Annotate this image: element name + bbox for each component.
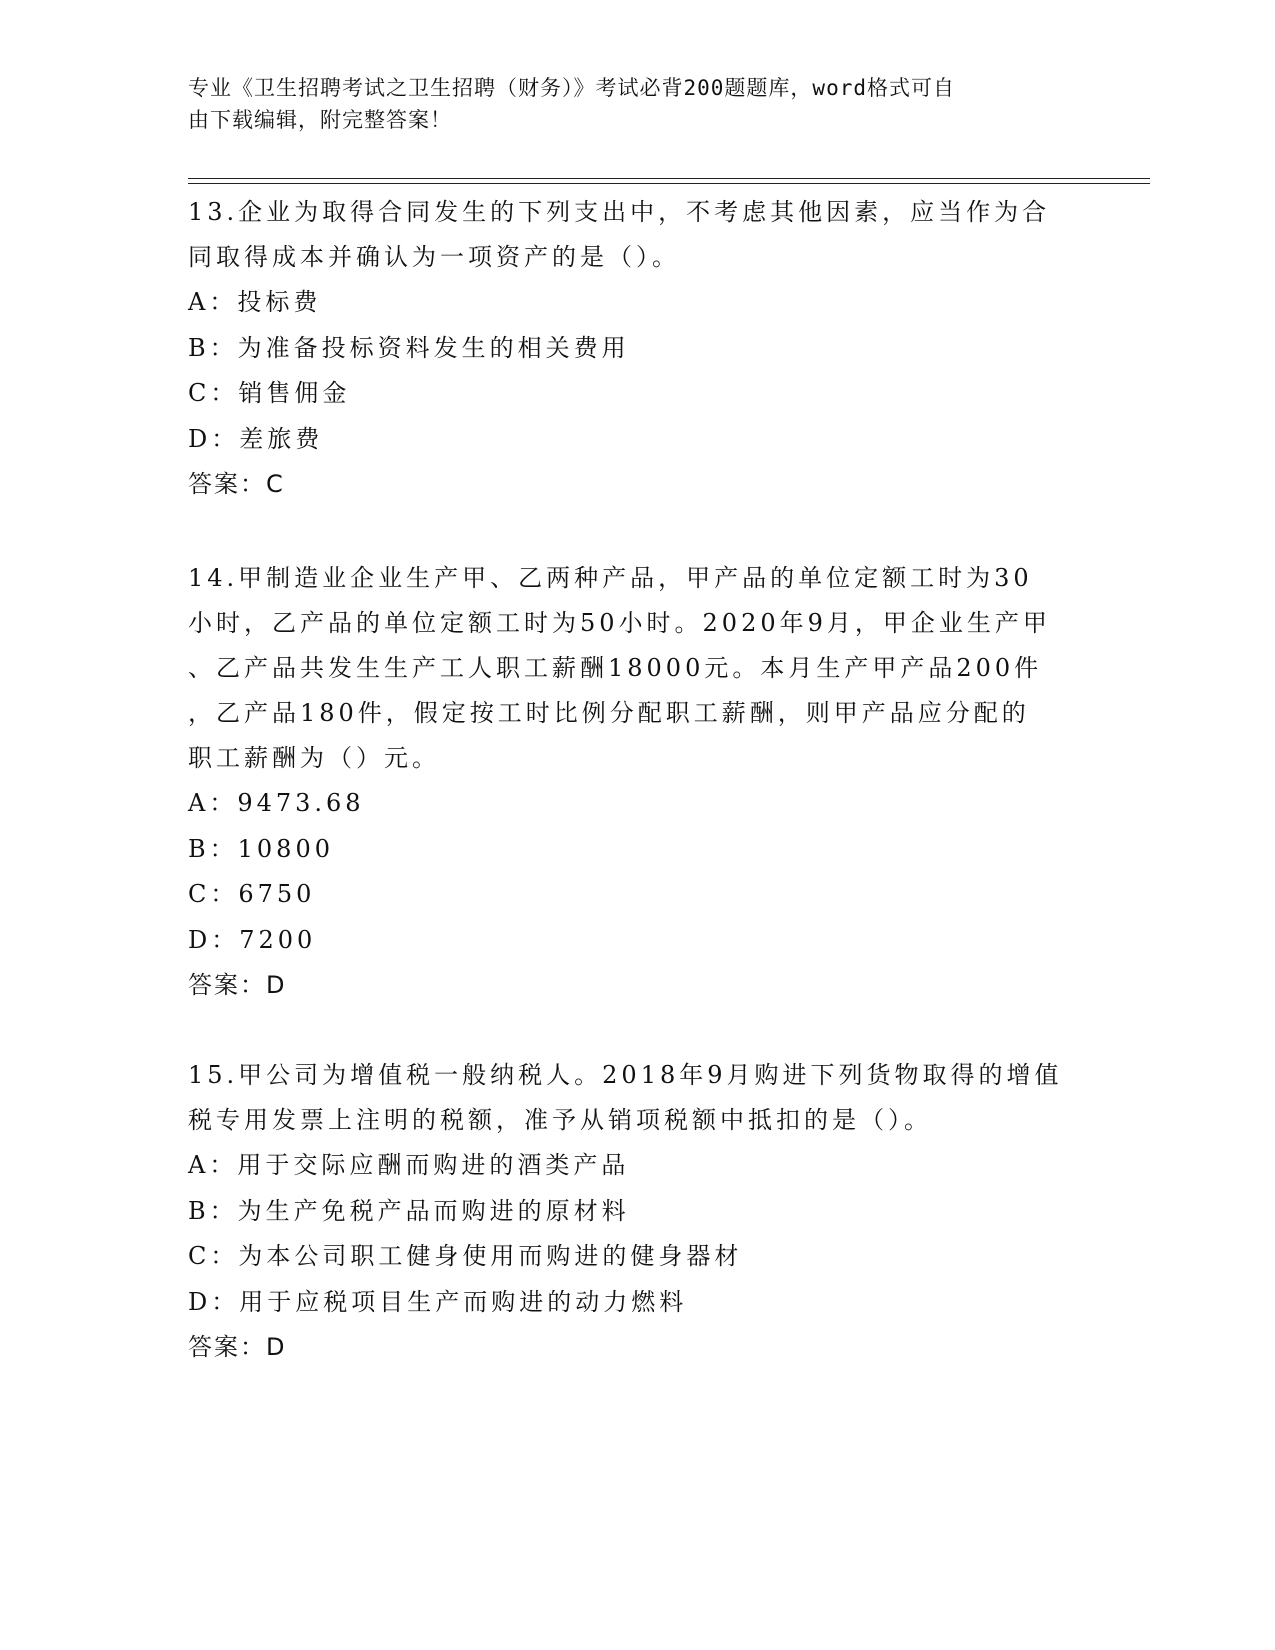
option-a: A：9473.68: [188, 789, 365, 817]
question-stem-line: 职工薪酬为（）元。: [188, 744, 440, 772]
option-b: B：10800: [188, 834, 334, 863]
question-stem-line: 15.甲公司为增值税一般纳税人。2018年9月购进下列货物取得的增值: [188, 1061, 1063, 1089]
option-d: D：用于应税项目生产而购进的动力燃料: [188, 1287, 688, 1316]
option-c: C：6750: [188, 880, 316, 908]
question-stem-line: 、乙产品共发生生产工人职工薪酬18000元。本月生产甲产品200件: [188, 654, 1043, 682]
header-divider-bottom: [188, 183, 1150, 184]
question-stem-line: 同取得成本并确认为一项资产的是（）。: [188, 243, 680, 271]
option-d: D：7200: [188, 925, 317, 954]
option-b: B：为准备投标资料发生的相关费用: [188, 333, 630, 362]
option-c: C：销售佣金: [188, 379, 351, 407]
document-header: [188, 72, 1088, 136]
question-stem-line: 小时，乙产品的单位定额工时为50小时。2020年9月，甲企业生产甲: [188, 609, 1051, 637]
question-stem-line: 13.企业为取得合同发生的下列支出中，不考虑其他因素，应当作为合: [188, 198, 1051, 226]
question-14: [188, 556, 1088, 1008]
answer-line: 答案：C: [188, 470, 285, 498]
question-13: [188, 190, 1088, 507]
option-c: C：为本公司职工健身使用而购进的健身器材: [188, 1242, 743, 1270]
answer-line: 答案：D: [188, 1333, 287, 1361]
question-15: [188, 1053, 1088, 1370]
answer-line: 答案：D: [188, 971, 287, 999]
question-stem-line: 税专用发票上注明的税额，准予从销项税额中抵扣的是（）。: [188, 1106, 932, 1134]
option-b: B：为生产免税产品而购进的原材料: [188, 1196, 630, 1225]
header-divider-top: [188, 178, 1150, 179]
question-stem-line: 14.甲制造业企业生产甲、乙两种产品，甲产品的单位定额工时为30: [188, 564, 1033, 592]
option-a: A：投标费: [188, 288, 322, 316]
option-d: D：差旅费: [188, 424, 324, 453]
option-a: A：用于交际应酬而购进的酒类产品: [188, 1151, 630, 1179]
header-line-2: 由下载编辑，附完整答案！: [188, 108, 452, 132]
question-stem-line: ，乙产品180件，假定按工时比例分配职工薪酬，则甲产品应分配的: [188, 699, 1030, 727]
header-line-1: 专业《卫生招聘考试之卫生招聘（财务）》考试必背200题题库，word格式可自: [188, 76, 955, 100]
